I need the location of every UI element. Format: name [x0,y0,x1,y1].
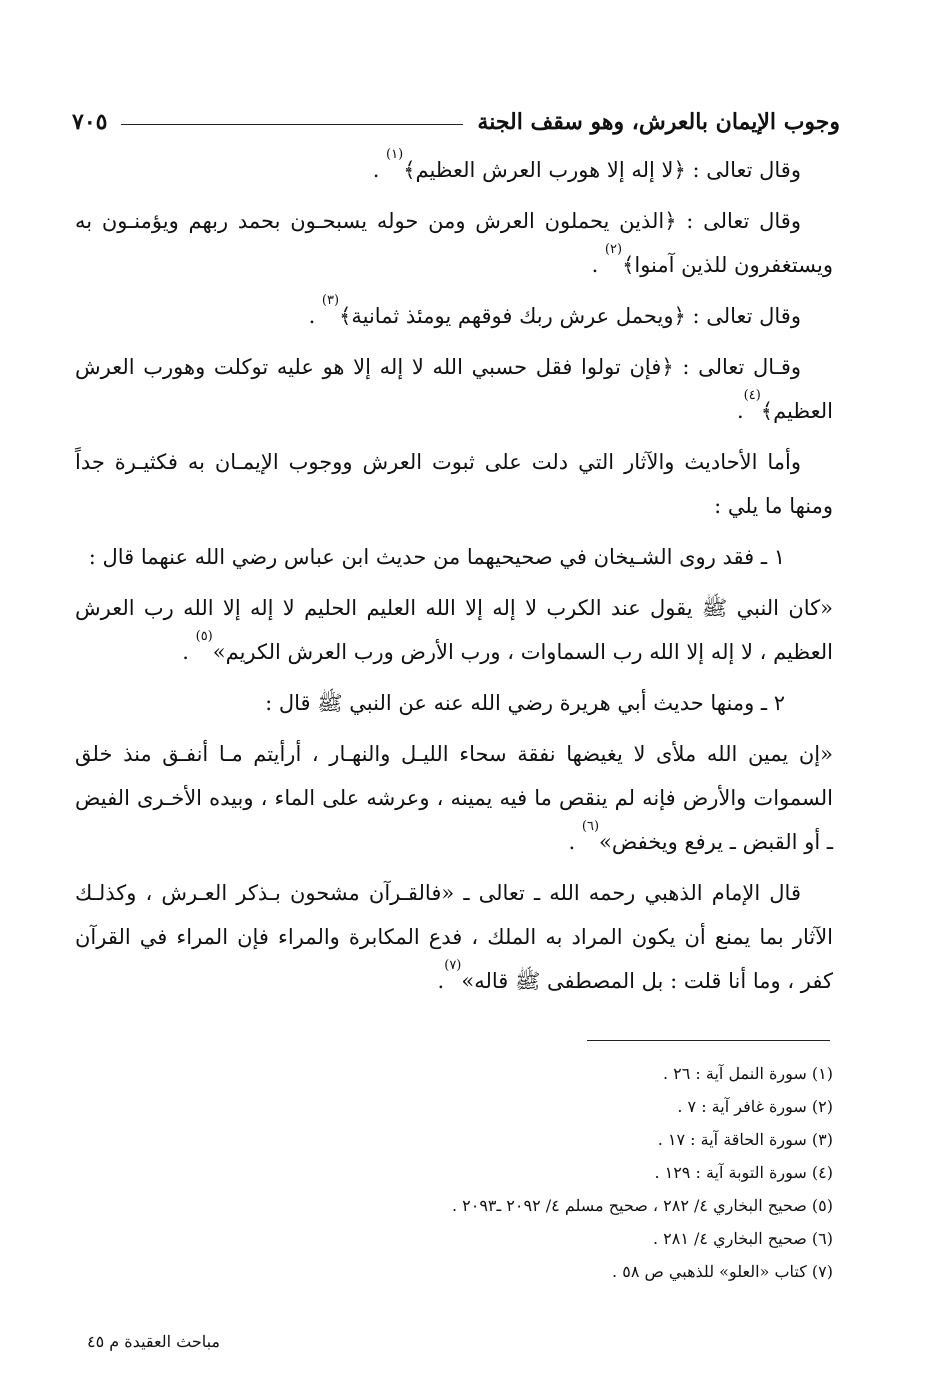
paragraph-tail: . [568,830,582,854]
hadith-intro [75,681,833,725]
paragraph-tail: . [437,969,445,993]
footnote: (٦) صحيح البخاري ٤/ ٢٨١ . [652,1229,833,1248]
footnote-ref: (٤) [743,388,761,403]
paragraph-text: وقال تعالى : ﴿ويحمل عرش ربك فوقهم يومئذ ثمانية﴾ [339,304,801,328]
paragraph-text: «إن يمين الله ملأى لا يغيضها نفقة سحاء الليـل والنهـار ، أرأيتم مـا أنفـق منذ خلق السموات والأرض فإنه لم ينقص ما فيه يمينه ، وعرشه على الماء ، وبيده الأخـرى الفيض ـ أو القبض ـ يرفع ويخفض» [75,742,833,854]
paragraph [75,199,833,287]
paragraph-tail: . [372,158,387,182]
paragraph [75,294,833,338]
footnotes [300,1057,833,1288]
footnote-ref: (٦) [581,819,600,834]
footnote: (١) سورة النمل آية : ٢٦ . [662,1064,833,1083]
paragraph-text: «كان النبي ﷺ يقول عند الكرب لا إله إلا الله العليم الحليم لا إله إلا الله رب العرش العظيم ، لا إله إلا الله رب السماوات ، ورب الأرض ورب العرش الكريم» [75,596,833,664]
paragraph-text: وقال تعالى : ﴿لا إله إلا هورب العرش العظيم﴾ [403,158,801,182]
paragraph [75,871,833,1003]
page-header [72,100,840,144]
paragraph-text: وأما الأحاديث والآثار التي دلت على ثبوت العرش ووجوب الإيمـان به فكثيـرة جداً ومنها ما يلي : [75,450,833,518]
page-number: ٧٠٥ [72,109,108,135]
paragraph-text: ١ ـ فقد روى الشـيخان في صحيحيهما من حديث ابن عباس رضي الله عنهما قال : [88,545,785,569]
header-rule [121,124,463,125]
running-title: وجوب الإيمان بالعرش، وهو سقف الجنة [477,109,840,135]
paragraph [75,440,833,528]
footnote: (٢) سورة غافر آية : ٧ . [677,1097,833,1116]
paragraph-text: قال الإمام الذهبي رحمه الله ـ تعالى ـ «فالقـرآن مشحون بـذكر العـرش ، وكذلـك الآثار بما يمنع أن يكون المراد به الملك ، فدع المكابرة والمراء فإن المراء في القرآن كفر ، وما أنا قلت : بل المصطفى ﷺ قاله» [75,881,834,993]
footnote-ref: (٢) [604,242,623,257]
main-text [75,148,833,1010]
paragraph-tail: . [591,253,605,277]
footnote: (٤) سورة التوبة آية : ١٢٩ . [654,1163,833,1182]
footnote-ref: (٣) [321,293,340,308]
footnote-divider [587,1040,830,1041]
hadith-intro [75,535,833,579]
paragraph-tail: . [736,399,744,423]
hadith-quote [75,586,833,674]
paragraph-text: وقـال تعالى : ﴿فإن تولوا فقل حسبي الله لا إله إلا هو عليه توكلت وهورب العرش العظيم﴾ [75,355,833,423]
footnote: (٧) كتاب «العلو» للذهبي ص ٥٨ . [612,1262,833,1281]
footnote-ref: (١) [386,147,404,162]
paragraph-text: وقال تعالى : ﴿الذين يحملون العرش ومن حوله يسبحـون بحمد ربهم ويؤمنـون به ويستغفرون للذين آمنوا﴾ [75,209,833,277]
footnote-ref: (٧) [444,958,462,973]
printer-signature: مباحث العقيدة م ٤٥ [87,1332,220,1351]
footnote-ref: (٥) [195,629,213,644]
paragraph-text: ٢ ـ ومنها حديث أبي هريرة رضي الله عنه عن النبي ﷺ قال : [265,691,785,715]
paragraph [75,148,833,192]
footnote: (٣) سورة الحاقة آية : ١٧ . [657,1130,833,1149]
paragraph-tail: . [308,304,322,328]
paragraph-tail: . [182,640,196,664]
hadith-quote [75,732,833,864]
paragraph [75,345,833,433]
footnote: (٥) صحيح البخاري ٤/ ٢٨٢ ، صحيح مسلم ٤/ ٢٠٩٢ ـ٢٠٩٣ . [451,1196,833,1215]
